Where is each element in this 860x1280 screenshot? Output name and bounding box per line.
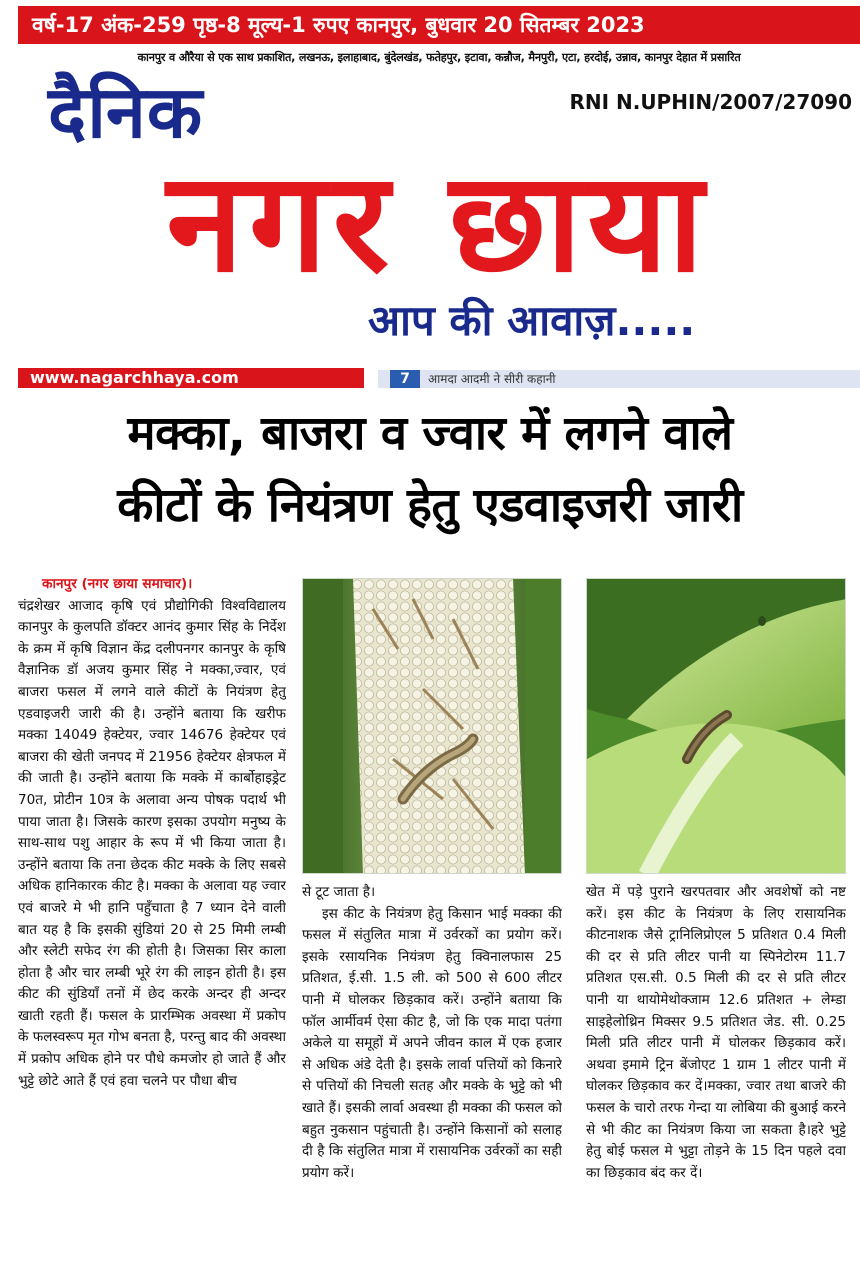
- photo-leaf-larva: [586, 578, 846, 874]
- article-column-1: [18, 574, 286, 1274]
- column-3-text: खेत में पड़े पुराने खरपतवार और अवशेषों को नष्ट करें। इस कीट के नियंत्रण के लिए रासायनिक कीटनाशक जैसे ट्रानिलिप्रोएल 5 प्रतिशत 0.4 मिली की दर से प्रति लीटर पानी या स्पिनेटोरम 11.7 प्रतिशत एस.सी. 0.5 मिली की दर से प्रति लीटर पानी या थायोमेथोक्जाम 12.6 प्रतिशत + लेम्डा साइहेलोथ्रिन मिक्सर 9.5 प्रतिशत जेड. सी. 0.25 मिली प्रति लीटर पानी में घोलकर छिड़काव करें। अथवा इमामे ट्रिन बेंजोएट 1 ग्राम 1 लीटर पानी में घोलकर छिड़काव कर दें।मक्का, ज्वार तथा बाजरे की फसल के चारो तरफ गेन्दा या लोबिया की बुआई करने से भी कीट का नियंत्रण किया जा सकता है।हरे भुट्टे हेतु बोई फसल मे भुट्टा तोड़ने के 15 दिन पहले दवा का छिड़काव बंद कर दें।: [586, 884, 846, 1181]
- side-strip: [378, 370, 860, 388]
- article-column-3: [586, 882, 846, 1274]
- masthead-logo: नगर छाया: [166, 148, 710, 298]
- headline-line-2: कीटों के नियंत्रण हेतु एडवाइजरी जारी: [117, 478, 743, 533]
- dateline: कानपुर (नगर छाया समाचार)।: [42, 576, 193, 592]
- headline-line-1: मक्का, बाजरा व ज्वार में लगने वाले: [127, 406, 733, 461]
- article-headline: [10, 398, 850, 542]
- issue-info-bar: [18, 6, 860, 44]
- rni-number: RNI N.UPHIN/2007/27090: [569, 90, 852, 114]
- column-1-text: चंद्रशेखर आजाद कृषि एवं प्रौद्योगिकी विश्वविद्यालय कानपुर के कुलपति डॉक्टर आनंद कुमार सिंह के निर्देश के क्रम में कृषि विज्ञान केंद्र दलीपनगर कानपुर के कृषि वैज्ञानिक डॉ अजय कुमार सिंह ने मक्का,ज्वार, एवं बाजरा फसल में लगने वाले कीटों के नियंत्रण हेतु एडवाइजरी जारी की है। उन्होंने बताया कि खरीफ मक्का 14049 हेक्टेयर, ज्वार 14676 हेक्टेयर एवं बाजरा की खेती जनपद में 21956 हेक्टेयर क्षेत्रफल में की जाती है। उन्होंने बताया कि मक्के में कार्बोहाइड्रेट 70त, प्रोटीन 10त्र के अलावा अन्य पोषक पदार्थ भी पाया जाता है। जिसके कारण इसका उपयोग मनुष्य के साथ-साथ पशु आहार के रूप में भी किया जाता है। उन्होंने बताया कि तना छेदक कीट मक्के के लिए सबसे अधिक हानिकारक कीट है। मक्का के अलावा यह ज्वार एवं बाजरे मे भी हानि पहुँचाता है 7 ध्यान देने वाली बात यह है कि इसकी सुंडियां 20 से 25 मिमी लम्बी और स्लेटी सफेद रंग की होती है। जिसका सिर काला होता है और चार लम्बी भूरे रंग की लाइन होती है। इस कीट की सुंडियाँ तनों में छेद करके अन्दर ही अन्दर खाती रहती हैं। फसल के प्रारम्भिक अवस्था में प्रकोप के फलस्वरूप मृत गोभ बनता है, परन्तु बाद की अवस्था में प्रकोप अधिक होने पर पौधे कमजोर हो जाते हैं और भुट्टे छोटे आते हैं एवं हवा चलने पर पौधा बीच: [18, 597, 286, 1089]
- distribution-line: कानपुर व औरैया से एक साथ प्रकाशित, लखनऊ, इलाहाबाद, बुंदेलखंड, फतेहपुर, इटावा, कन्नौज, मैनपुरी, एटा, हरदोई, उन्नाव, कानपुर देहात में प्रसारित: [137, 51, 741, 64]
- masthead-dainik: दैनिक: [48, 70, 204, 154]
- photo-infested-ear: [302, 578, 562, 874]
- side-strip-text: आमदा आदमी ने सीरी कहानी: [428, 372, 556, 386]
- article-column-2: [302, 882, 562, 1274]
- website-url: www.nagarchhaya.com: [18, 368, 364, 388]
- leaf-larva-image: [587, 579, 846, 874]
- side-badge: 7: [390, 370, 420, 388]
- issue-line: वर्ष-17 अंक-259 पृष्ठ-8 मूल्य-1 रुपए कानपुर, बुधवार 20 सितम्बर 2023: [32, 13, 645, 37]
- column-2-text: इस कीट के नियंत्रण हेतु किसान भाई मक्का की फसल में संतुलित मात्रा में उर्वरकों का प्रयोग करें। इसके रसायनिक नियंत्रण हेतु क्विनालफास 25 प्रतिशत, ई.सी. 1.5 ली. को 500 से 600 लीटर पानी में घोलकर छिड़काव करें। उन्होंने बताया कि फॉल आर्मीवर्म ऐसा कीट है, जो कि एक मादा पतंगा अकेले या समूहों में अपने जीवन काल में एक हजार से अधिक अंडे देती है। इसके लार्वा पत्तियों को किनारे से पत्तियों की निचली सतह और मक्के के भुट्टे को भी खाते हैं। इसकी लार्वा अवस्था ही मक्का की फसल को बहुत नुकसान पहुंचाती है। उन्होंने किसानों को सलाह दी है कि संतुलित मात्रा में रासायनिक उर्वरकों का सही प्रयोग करें।: [302, 905, 562, 1181]
- column-2-lead: से टूट जाता है।: [302, 884, 376, 900]
- infested-ear-image: [303, 579, 562, 874]
- masthead-tagline: आप की आवाज़.....: [368, 296, 696, 345]
